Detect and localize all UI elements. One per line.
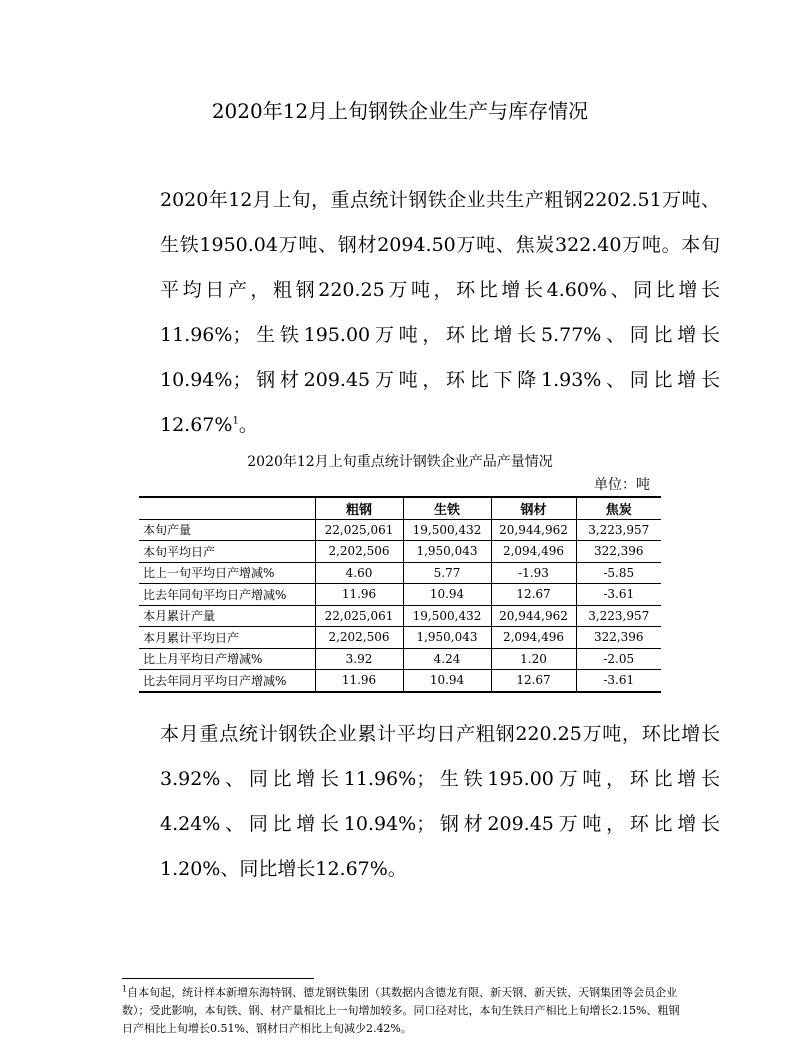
row-label: 本旬产量 bbox=[139, 519, 315, 541]
table-cell: 5.77 bbox=[403, 562, 491, 584]
table-cell: 1,950,043 bbox=[403, 627, 491, 649]
production-table bbox=[139, 496, 661, 693]
table-cell: 2,202,506 bbox=[315, 627, 403, 649]
table-corner-cell bbox=[139, 497, 315, 519]
footnote-reference: 1 bbox=[232, 415, 239, 427]
column-header: 钢材 bbox=[491, 497, 576, 519]
table-cell: 19,500,432 bbox=[403, 519, 491, 541]
table-row bbox=[139, 584, 661, 606]
table-cell: 10.94 bbox=[403, 670, 491, 692]
table-title: 2020年12月上旬重点统计钢铁企业产品产量情况 bbox=[247, 454, 553, 470]
table-cell: 11.96 bbox=[315, 670, 403, 692]
row-label: 比去年同月平均日产增减% bbox=[139, 670, 315, 692]
table-cell: -3.61 bbox=[576, 584, 661, 606]
row-label: 比上月平均日产增减% bbox=[139, 648, 315, 670]
table-cell: 2,202,506 bbox=[315, 541, 403, 563]
footnote-text: 自本旬起，统计样本新增东海特钢、德龙钢铁集团（其数据内含德龙有限、新天钢、新天铁、天钢集团等会员企业数）；受此影响，本旬铁、钢、材产量相比上一旬增加较多。同口径对比，本旬生铁日产相比上旬增长2.15%、粗钢日产相比上旬增长0.51%、钢材日产相比上旬减少2.42%。 bbox=[122, 986, 680, 1035]
column-header: 粗钢 bbox=[315, 497, 403, 519]
table-cell: 20,944,962 bbox=[491, 605, 576, 627]
monthly-summary-paragraph: 本月重点统计钢铁企业累计平均日产粗钢220.25万吨，环比增长3.92%、同比增长11.96%；生铁195.00万吨，环比增长4.24%、同比增长10.94%；钢材209.45万吨，环比增长1.20%、同比增长12.67%。 bbox=[160, 723, 720, 880]
table-cell: 3,223,957 bbox=[576, 519, 661, 541]
table-cell: 3,223,957 bbox=[576, 605, 661, 627]
table-cell: 3.92 bbox=[315, 648, 403, 670]
row-label: 本旬平均日产 bbox=[139, 541, 315, 563]
table-cell: 4.24 bbox=[403, 648, 491, 670]
table-cell: 12.67 bbox=[491, 670, 576, 692]
table-cell: 11.96 bbox=[315, 584, 403, 606]
row-label: 比上一旬平均日产增减% bbox=[139, 562, 315, 584]
summary-paragraph-end: 。 bbox=[238, 414, 258, 436]
row-label: 本月累计平均日产 bbox=[139, 627, 315, 649]
table-cell: 2,094,496 bbox=[491, 541, 576, 563]
row-label: 比去年同旬平均日产增减% bbox=[139, 584, 315, 606]
column-header: 生铁 bbox=[403, 497, 491, 519]
table-cell: 20,944,962 bbox=[491, 519, 576, 541]
table-cell: 12.67 bbox=[491, 584, 576, 606]
table-cell: 1,950,043 bbox=[403, 541, 491, 563]
footnote-mark: 1 bbox=[122, 984, 128, 994]
table-row bbox=[139, 627, 661, 649]
table-row bbox=[139, 670, 661, 692]
table-cell: 322,396 bbox=[576, 541, 661, 563]
table-row bbox=[139, 562, 661, 584]
table-cell: 4.60 bbox=[315, 562, 403, 584]
table-cell: 2,094,496 bbox=[491, 627, 576, 649]
table-cell: -5.85 bbox=[576, 562, 661, 584]
table-cell: 22,025,061 bbox=[315, 519, 403, 541]
column-header: 焦炭 bbox=[576, 497, 661, 519]
table-cell: 10.94 bbox=[403, 584, 491, 606]
table-unit: 单位：吨 bbox=[594, 477, 650, 493]
table-header-row bbox=[139, 497, 661, 519]
table-cell: -2.05 bbox=[576, 648, 661, 670]
summary-paragraph-text: 2020年12月上旬，重点统计钢铁企业共生产粗钢2202.51万吨、生铁1950.04万吨、钢材2094.50万吨、焦炭322.40万吨。本旬平均日产，粗钢220.25万吨，环比增长4.60%、同比增长11.96%；生铁195.00万吨，环比增长5.77%、同比增长10.94%；钢材209.45万吨，环比下降1.93%、同比增长12.67% bbox=[160, 189, 720, 436]
table-cell: 322,396 bbox=[576, 627, 661, 649]
footnote-divider bbox=[122, 978, 314, 979]
table-cell: -3.61 bbox=[576, 670, 661, 692]
row-label: 本月累计产量 bbox=[139, 605, 315, 627]
table-row bbox=[139, 541, 661, 563]
summary-paragraph bbox=[122, 178, 720, 448]
table-cell: 22,025,061 bbox=[315, 605, 403, 627]
table-row bbox=[139, 648, 661, 670]
table-cell: -1.93 bbox=[491, 562, 576, 584]
table-cell: 1.20 bbox=[491, 648, 576, 670]
footnote bbox=[122, 984, 682, 1038]
document-title: 2020年12月上旬钢铁企业生产与库存情况 bbox=[211, 99, 589, 123]
table-row bbox=[139, 605, 661, 627]
table-cell: 19,500,432 bbox=[403, 605, 491, 627]
table-row bbox=[139, 519, 661, 541]
